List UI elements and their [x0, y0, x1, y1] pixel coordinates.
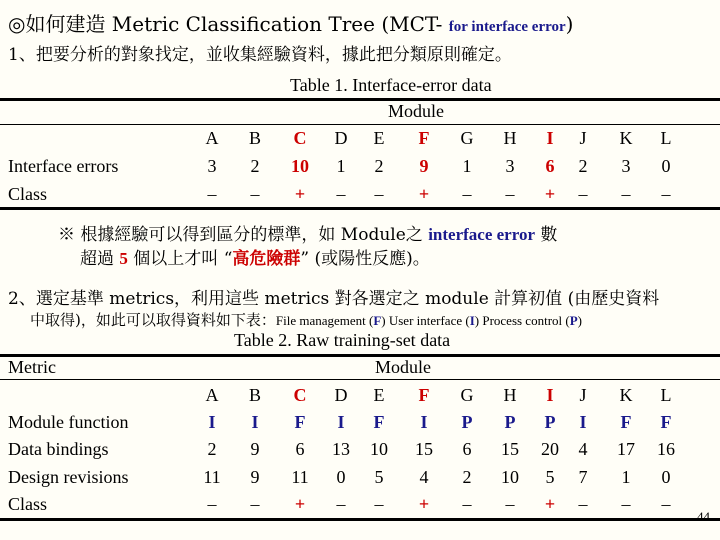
step2-l2-a: 中取得)，如此可以取得資料如下表：: [30, 311, 276, 329]
table2-class-value-11: –: [661, 494, 671, 514]
table1-class-value-2: +: [294, 184, 306, 204]
table2-revisions-value-10: 1: [621, 467, 631, 487]
legend-p: P: [569, 313, 578, 328]
table2-class-value-0: –: [207, 494, 217, 514]
table2-row-label-bindings: Data bindings: [8, 439, 109, 459]
table1-module-2: C: [293, 128, 307, 148]
step-2-line-2: [30, 309, 582, 330]
table2-function-value-5: I: [420, 412, 428, 432]
note-line-1: [58, 220, 557, 245]
table2-row-label-class: Class: [8, 494, 48, 514]
table1-header: Module: [388, 101, 444, 121]
table2-function-value-1: I: [251, 412, 259, 432]
table2-function-value-2: F: [294, 412, 306, 432]
table2-bindings-value-0: 2: [207, 439, 217, 459]
table1-module-3: D: [334, 128, 348, 148]
step-2-line-1: 2、選定基準 metrics，利用這些 metrics 對各選定之 module 計算初值 (由歷史資料: [8, 289, 660, 309]
table1-error-value-8: 6: [545, 156, 555, 176]
table1-error-value-4: 2: [374, 156, 384, 176]
table2-revisions-value-9: 7: [578, 467, 588, 487]
table1-class-value-7: –: [505, 184, 515, 204]
table2-module-10: K: [619, 385, 633, 405]
table2-function-value-7: P: [504, 412, 516, 432]
table1-error-value-0: 3: [207, 156, 217, 176]
table2-class-value-9: –: [578, 494, 588, 514]
table2-class-value-4: –: [374, 494, 384, 514]
table1-error-value-3: 1: [336, 156, 346, 176]
table2-function-value-11: F: [660, 412, 672, 432]
step2-legend: [276, 313, 582, 328]
table2-revisions-value-5: 4: [419, 467, 429, 487]
table1-module-9: J: [579, 128, 587, 148]
table2-top-rule: [0, 354, 720, 357]
legend-close: ): [577, 313, 583, 328]
table1-class-value-9: –: [578, 184, 588, 204]
table2-function-value-3: I: [337, 412, 345, 432]
table1-class-value-4: –: [374, 184, 384, 204]
table1-caption: Table 1. Interface-error data: [290, 75, 492, 95]
table1-module-7: H: [503, 128, 517, 148]
note-text-a: 根據經驗可以得到區分的標準，如 Module之: [80, 225, 429, 245]
note-line-2: [80, 244, 430, 269]
table2-class-value-10: –: [621, 494, 631, 514]
table1-module-1: B: [248, 128, 261, 148]
table1-class-value-8: +: [544, 184, 556, 204]
table1-class-value-11: –: [661, 184, 671, 204]
table1-module-0: A: [205, 128, 219, 148]
table1-error-value-5: 9: [419, 156, 429, 176]
table2-revisions-value-7: 10: [501, 467, 519, 487]
table1-error-value-2: 10: [291, 156, 309, 176]
page-number: 44: [697, 509, 710, 524]
table2-class-value-3: –: [336, 494, 346, 514]
table2-module-5: F: [418, 385, 430, 405]
table1-error-value-10: 3: [621, 156, 631, 176]
table1-module-11: L: [660, 128, 672, 148]
table2-bindings-value-6: 6: [462, 439, 472, 459]
title-prefix: ◎如何建造 Metric Classification Tree (MCT-: [8, 12, 449, 36]
table2-bindings-value-11: 16: [657, 439, 675, 459]
note2-c: ” (或陽性反應)。: [300, 249, 430, 269]
table2-bindings-value-2: 6: [295, 439, 305, 459]
note-text-emph: interface error: [428, 225, 535, 244]
table2-class-value-6: –: [462, 494, 472, 514]
table2-module-7: H: [503, 385, 517, 405]
table2-bindings-value-7: 15: [501, 439, 519, 459]
table1-module-8: I: [546, 128, 554, 148]
note2-a: 超過: [80, 249, 120, 269]
note2-b: 個以上才叫 “: [127, 249, 233, 269]
table2-bindings-value-8: 20: [541, 439, 559, 459]
table2-function-value-9: I: [579, 412, 587, 432]
table2-header: Module: [375, 357, 431, 377]
table1-error-value-6: 1: [462, 156, 472, 176]
table2-class-value-5: +: [418, 494, 430, 514]
table2-caption: Table 2. Raw training-set data: [234, 330, 451, 350]
note-text-c: 數: [535, 225, 558, 245]
step-1-text: 1、把要分析的對象找定，並收集經驗資料，據此把分類原則確定。: [8, 45, 512, 65]
table2-function-value-6: P: [461, 412, 473, 432]
table2-function-value-10: F: [620, 412, 632, 432]
table2-module-9: J: [579, 385, 587, 405]
table2-function-value-4: F: [373, 412, 385, 432]
table2-bindings-value-4: 10: [370, 439, 388, 459]
title-suffix: ): [565, 12, 574, 36]
table1-module-4: E: [373, 128, 385, 148]
table2-bindings-value-10: 17: [617, 439, 635, 459]
table2-module-4: E: [373, 385, 385, 405]
table1-class-value-6: –: [462, 184, 472, 204]
table2-revisions-value-0: 11: [203, 467, 221, 487]
table2-revisions-value-2: 11: [291, 467, 309, 487]
note-mark: ※: [58, 225, 75, 245]
note2-highlight: 高危險群: [232, 249, 301, 269]
table2-row-label-revisions: Design revisions: [8, 467, 129, 487]
table1-error-value-7: 3: [505, 156, 515, 176]
table2-header-rule: [0, 379, 720, 380]
table2-function-value-8: P: [544, 412, 556, 432]
table1-class-value-5: +: [418, 184, 430, 204]
legend-f: F: [373, 313, 382, 328]
legend-i: I: [469, 313, 475, 328]
legend-user-interface: ) User interface (: [381, 313, 470, 328]
table2-function-value-0: I: [208, 412, 216, 432]
table1-header-rule: [0, 124, 720, 125]
table2-bindings-value-9: 4: [578, 439, 588, 459]
table1-error-value-11: 0: [661, 156, 671, 176]
table1-module-6: G: [460, 128, 474, 148]
table2-bindings-value-5: 15: [415, 439, 433, 459]
table2-module-2: C: [293, 385, 307, 405]
table2-revisions-value-8: 5: [545, 467, 555, 487]
table2-revisions-value-11: 0: [661, 467, 671, 487]
table2-bindings-value-1: 9: [250, 439, 260, 459]
table1-bottom-rule: [0, 207, 720, 210]
table2-class-value-7: –: [505, 494, 515, 514]
table1-top-rule: [0, 98, 720, 101]
table2-revisions-value-6: 2: [462, 467, 472, 487]
table1-module-5: F: [418, 128, 430, 148]
table1-module-10: K: [619, 128, 633, 148]
table2-metric-label: Metric: [8, 357, 56, 377]
table2-class-value-2: +: [294, 494, 306, 514]
table1-row-label-class: Class: [8, 184, 48, 204]
table2-class-value-1: –: [250, 494, 260, 514]
note2-num: 5: [119, 249, 128, 268]
page-title: [8, 8, 573, 37]
table2-module-8: I: [546, 385, 554, 405]
table2-class-value-8: +: [544, 494, 556, 514]
table2-bottom-rule: [0, 518, 720, 521]
legend-process-control: ) Process control (: [474, 313, 570, 328]
table2-revisions-value-3: 0: [336, 467, 346, 487]
table2-module-0: A: [205, 385, 219, 405]
table2-bindings-value-3: 13: [332, 439, 350, 459]
table1-error-value-1: 2: [250, 156, 260, 176]
table2-revisions-value-1: 9: [250, 467, 260, 487]
table1-class-value-0: –: [207, 184, 217, 204]
table2-row-label-function: Module function: [8, 412, 129, 432]
table1-class-value-10: –: [621, 184, 631, 204]
legend-file-mgmt: File management (: [275, 313, 374, 328]
table2-module-1: B: [248, 385, 261, 405]
table1-class-value-1: –: [250, 184, 260, 204]
title-small: for interface error: [448, 19, 566, 35]
table2-module-11: L: [660, 385, 672, 405]
table1-error-value-9: 2: [578, 156, 588, 176]
table2-revisions-value-4: 5: [374, 467, 384, 487]
table1-row-label-errors: Interface errors: [8, 156, 119, 176]
table1-class-value-3: –: [336, 184, 346, 204]
table2-module-6: G: [460, 385, 474, 405]
table2-module-3: D: [334, 385, 348, 405]
